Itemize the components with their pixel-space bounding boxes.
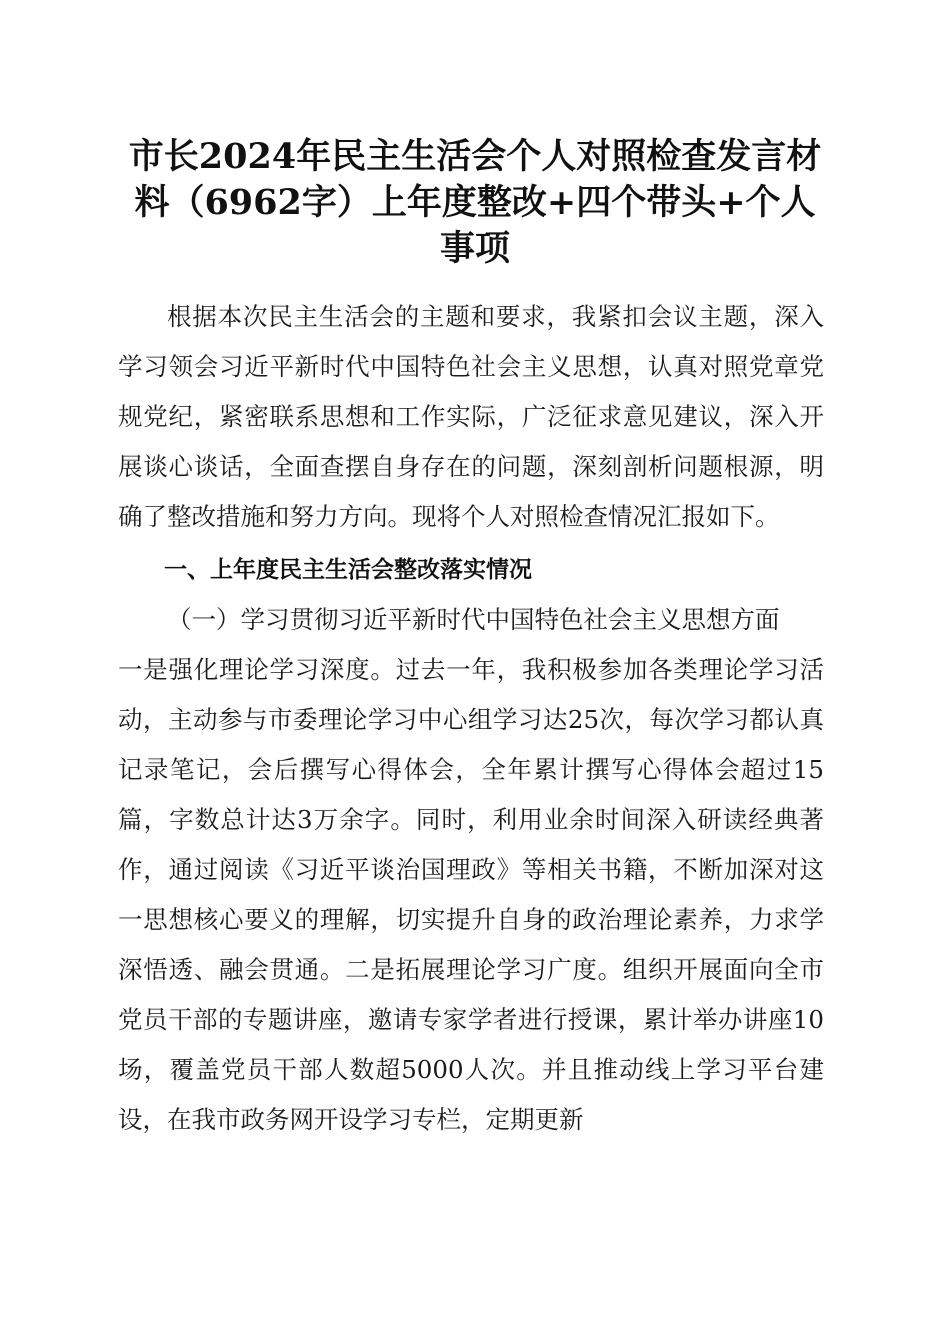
body-paragraph: 一是强化理论学习深度。过去一年，我积极参加各类理论学习活动，主动参与市委理论学习中心组学习达25次，每次学习都认真记录笔记，会后撰写心得体会，全年累计撰写心得体会超过15篇，字数总计达3万余字。同时，利用业余时间深入研读经典著作，通过阅读《习近平谈治国理政》等相关书籍，不断加深对这一思想核心要义的理解，切实提升自身的政治理论素养，力求学深悟透、融会贯通。二是拓展理论学习广度。组织开展面向全市党员干部的专题讲座，邀请专家学者进行授课，累计举办讲座10场，覆盖党员干部人数超5000人次。并且推动线上学习平台建设，在我市政务网开设学习专栏，定期更新 (118, 655, 824, 1134)
section-heading: 一、上年度民主生活会整改落实情况 (164, 557, 532, 583)
document-title: 市长2024年民主生活会个人对照检查发言材料（6962字）上年度整改+四个带头+个人事项 (128, 136, 822, 269)
subsection-heading: （一）学习贯彻习近平新时代中国特色社会主义思想方面 (167, 605, 780, 634)
document-body (118, 292, 824, 1145)
intro-paragraph: 根据本次民主生活会的主题和要求，我紧扣会议主题，深入学习领会习近平新时代中国特色社会主义思想，认真对照党章党规党纪，紧密联系思想和工作实际，广泛征求意见建议，深入开展谈心谈话，全面查摆自身存在的问题，深刻剖析问题根源，明确了整改措施和努力方向。现将个人对照检查情况汇报如下。 (118, 302, 824, 531)
